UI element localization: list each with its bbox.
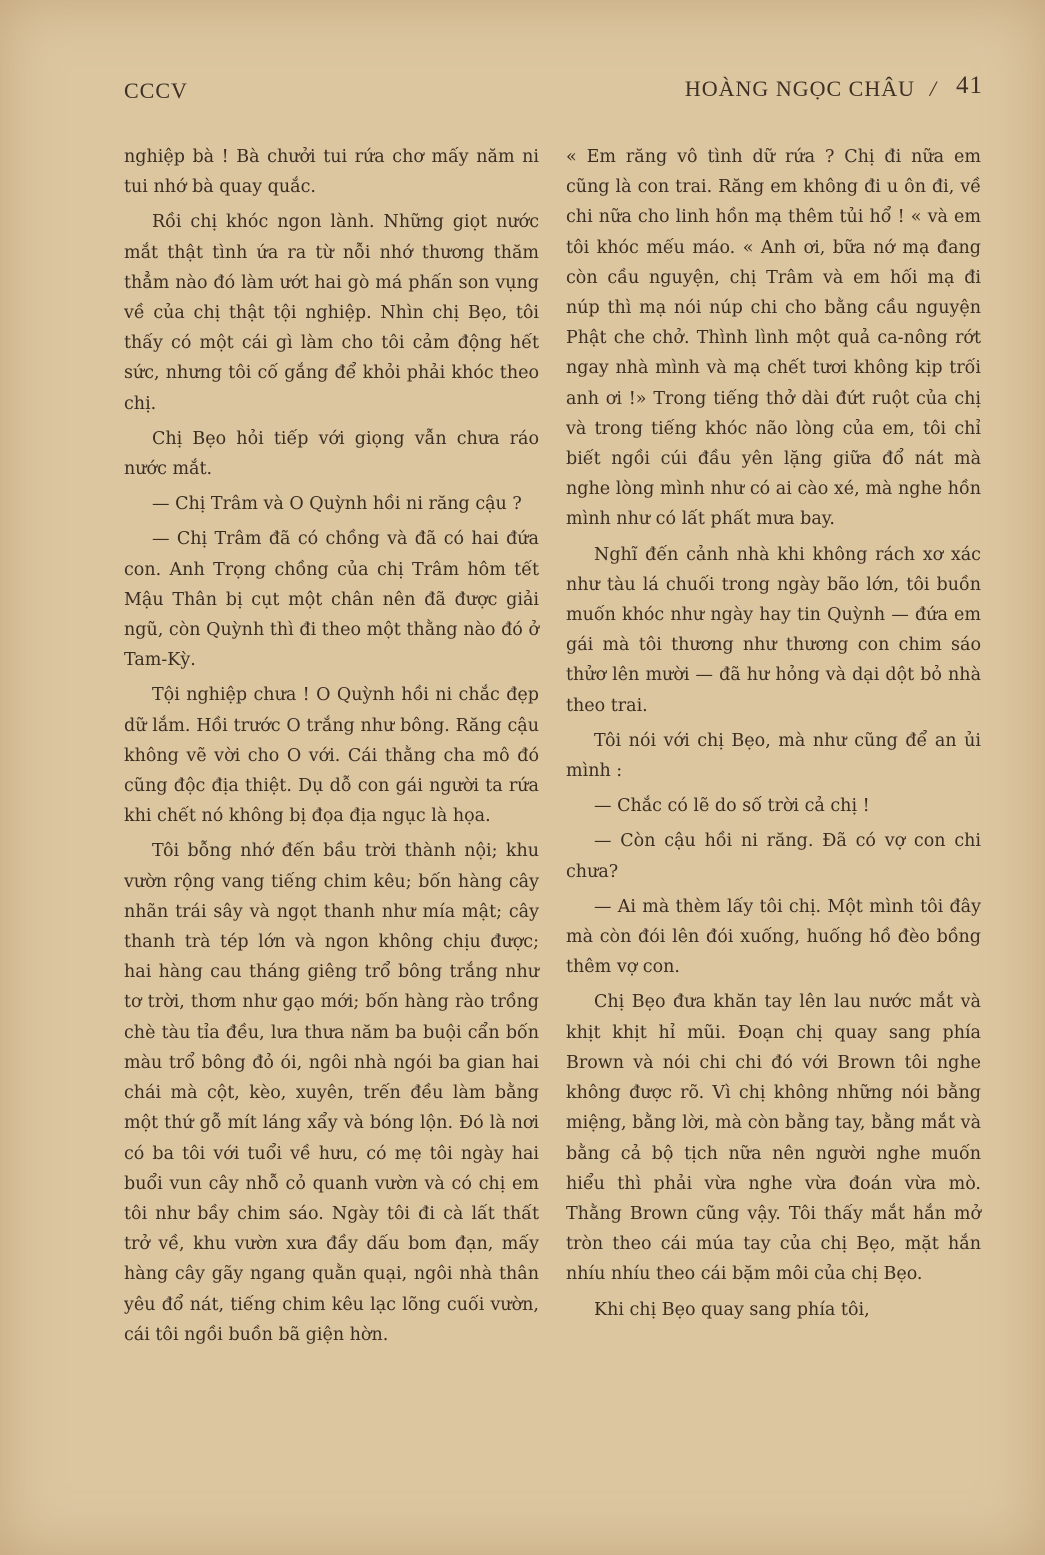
left-column bbox=[124, 142, 539, 1355]
right-column bbox=[566, 142, 981, 1330]
paragraph: Tội nghiệp chưa ! O Quỳnh hồi ni chắc đẹp dữ lắm. Hồi trước O trắng như bông. Răng cậu không vẽ vời cho O với. Cái thằng cha mô đó cũng độc địa thiệt. Dụ dỗ con gái người ta rứa khi chết nó không bị đọa địa ngục là họa. bbox=[124, 685, 539, 827]
paragraph: — Chị Trâm và O Quỳnh hồi ni răng cậu ? bbox=[152, 494, 522, 515]
paragraph: Tôi bỗng nhớ đến bầu trời thành nội; khu vườn rộng vang tiếng chim kêu; bốn hàng cây nhãn trái sây và ngọt thanh như mía mật; cây thanh trà tép lớn và ngon không chịu được; hai hàng cau tháng giêng trổ bông trắng như tơ trời, thơm như gạo mới; bốn hàng rào trồng chè tàu tỉa đều, lưa thưa năm ba buội cẩn bốn màu trổ bông đỏ ói, ngôi nhà ngói ba gian hai chái mà cột, kèo, xuyên, trến đều làm bằng một thứ gỗ mít láng xẩy và bóng lộn. Đó là nơi có ba tôi với tuổi về hưu, có mẹ tôi ngày hai buổi vun cây nhỗ cỏ quanh vườn và có chị em tôi như bầy chim sáo. Ngày tôi đi cà lất thất trở về, khu vườn xưa đầy dấu bom đạn, mấy hàng cây gãy ngang quằn quại, ngôi nhà thân yêu đổ nát, tiếng chim kêu lạc lõng cuối vườn, cái tôi ngồi buồn bã giện hờn. bbox=[124, 841, 539, 1345]
paragraph: Tôi nói với chị Bẹo, mà như cũng để an ủi mình : bbox=[566, 730, 981, 782]
header-separator: / bbox=[929, 76, 937, 101]
page-number: 41 bbox=[956, 72, 983, 99]
paragraph: — Ai mà thèm lấy tôi chị. Một mình tôi đây mà còn đói lên đói xuống, huống hồ đèo bồng thêm vợ con. bbox=[566, 896, 981, 978]
paragraph: Khi chị Bẹo quay sang phía tôi, bbox=[594, 1299, 870, 1320]
paragraph: « Em răng vô tình dữ rứa ? Chị đi nữa em cũng là con trai. Răng em không đi u ôn đi, về chi nữa cho linh hồn mạ thêm tủi hổ ! « và em tôi khóc mếu máo. « Anh ơi, bữa nớ mạ đang còn cầu nguyện, chị Trâm và em hối mạ đi núp thì mạ nói núp chi cho bằng cầu nguyện Phật che chở. Thình lình một quả ca-nông rớt ngay nhà mình và mạ chết tươi không kịp trối anh ơi !» Trong tiếng thở dài đứt ruột của chị và trong tiếng khóc não lòng của em, tôi chỉ biết ngồi cúi đầu yên lặng giữa đổ nát mà nghe lòng mình như có ai cào xé, mà nghe hồn mình như có lất phất mưa bay. bbox=[566, 147, 981, 530]
author-name: HOÀNG NGỌC CHÂU bbox=[684, 76, 915, 101]
paragraph: Nghĩ đến cảnh nhà khi không rách xơ xác như tàu lá chuối trong ngày bão lớn, tôi buồn muốn khóc như ngày hay tin Quỳnh — đứa em gái mà tôi thương như thương con chim sáo thửơ lên mười — đã hư hỏng và dại dột bỏ nhà theo trai. bbox=[566, 544, 981, 716]
paragraph: — Chị Trâm đã có chồng và đã có hai đứa con. Anh Trọng chồng của chị Trâm hôm tết Mậu Thân bị cụt một chân nên đã được giải ngũ, còn Quỳnh thì đi theo một thằng nào đó ở Tam-Kỳ. bbox=[124, 529, 539, 671]
paragraph: Chị Bẹo đưa khăn tay lên lau nước mắt và khịt khịt hỉ mũi. Đoạn chị quay sang phía Brown và nói chi chi đó với Brown tôi nghe không được rõ. Vì chị không những nói bằng miệng, bằng lời, mà còn bằng tay, bằng mắt và bằng cả bộ tịch nữa nên người nghe muốn hiểu thì phải vừa nghe vừa đoán vừa mò. Thằng Brown cũng vậy. Tôi thấy mắt hắn mở tròn theo cái múa tay của chị Bẹo, mặt hắn nhíu nhíu theo cái bặm môi của chị Bẹo. bbox=[566, 992, 981, 1285]
paragraph: Chị Bẹo hỏi tiếp với giọng vẫn chưa ráo nước mắt. bbox=[124, 428, 539, 480]
paragraph: — Chắc có lẽ do số trời cả chị ! bbox=[594, 796, 870, 817]
paragraph: Rồi chị khóc ngon lành. Những giọt nước mắt thật tình ứa ra từ nỗi nhớ thương thăm thẳm nào đó làm ướt hai gò má phấn son vụng về của chị thật tội nghiệp. Nhìn chị Bẹo, tôi thấy có một cái gì làm cho tôi cảm động hết sức, nhưng tôi cố gắng để khỏi phải khóc theo chị. bbox=[124, 212, 539, 414]
paragraph: — Còn cậu hồi ni răng. Đã có vợ con chi chưa? bbox=[566, 831, 981, 882]
running-header bbox=[124, 72, 983, 108]
paragraph: nghiệp bà ! Bà chưởi tui rứa chơ mấy năm ni tui nhớ bà quay quắc. bbox=[124, 147, 539, 198]
journal-title: CCCV bbox=[124, 78, 188, 103]
